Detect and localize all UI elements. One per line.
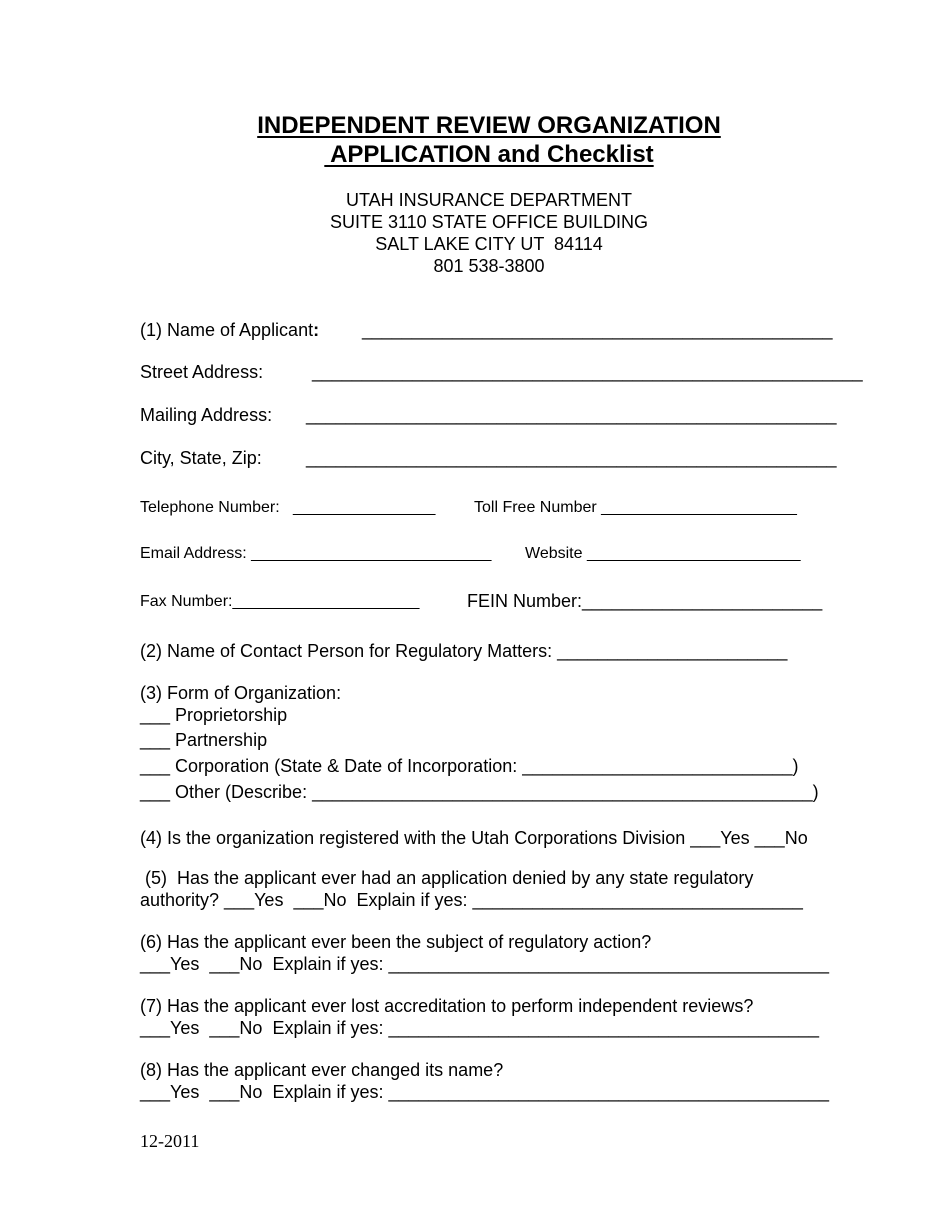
option-proprietorship[interactable]: ___ Proprietorship [140, 705, 288, 725]
fein-number-field[interactable]: FEIN Number:________________________ [467, 591, 823, 611]
mailing-address-label: Mailing Address: [140, 405, 273, 425]
question-lost-accreditation-answer[interactable]: ___Yes ___No Explain if yes: ___________________________________________ [140, 1018, 819, 1038]
question-regulatory-action-answer[interactable]: ___Yes ___No Explain if yes: ____________________________________________ [140, 954, 829, 974]
form-of-organization-label: (3) Form of Organization: [140, 683, 342, 703]
telephone-number-field[interactable]: Telephone Number: ________________ [140, 499, 436, 516]
email-address-field[interactable]: Email Address: ___________________________ [140, 545, 492, 562]
department-phone: 801 538-3800 [433, 256, 545, 276]
question-changed-name-answer[interactable]: ___Yes ___No Explain if yes: ____________________________________________ [140, 1082, 829, 1102]
street-address-label: Street Address: [140, 362, 264, 382]
form-title-line2: APPLICATION and Checklist [324, 141, 654, 168]
question-application-denied-line1: (5) Has the applicant ever had an application denied by any state regulatory [140, 868, 754, 888]
form-title-line1: INDEPENDENT REVIEW ORGANIZATION [257, 112, 721, 139]
department-suite: SUITE 3110 STATE OFFICE BUILDING [329, 212, 649, 232]
question-regulatory-action-line1: (6) Has the applicant ever been the subject of regulatory action? [140, 932, 652, 952]
city-state-zip-field[interactable]: _____________________________________________________ [306, 448, 837, 468]
website-field[interactable]: Website ________________________ [525, 545, 801, 562]
revision-date: 12-2011 [140, 1131, 200, 1151]
name-of-applicant-field[interactable]: _______________________________________________ [362, 320, 833, 340]
street-address-field[interactable]: _______________________________________________________ [312, 362, 863, 382]
option-corporation[interactable]: ___ Corporation (State & Date of Incorporation: ___________________________) [140, 756, 799, 776]
question-registered-utah[interactable]: (4) Is the organization registered with the Utah Corporations Division ___Yes ___No [140, 828, 808, 848]
question-lost-accreditation-line1: (7) Has the applicant ever lost accreditation to perform independent reviews? [140, 996, 754, 1016]
name-of-applicant-label: (1) Name of Applicant: [140, 320, 320, 340]
option-partnership[interactable]: ___ Partnership [140, 730, 268, 750]
fax-number-field[interactable]: Fax Number:_____________________ [140, 593, 420, 610]
question-changed-name-line1: (8) Has the applicant ever changed its name? [140, 1060, 504, 1080]
department-name: UTAH INSURANCE DEPARTMENT [345, 190, 633, 210]
option-other[interactable]: ___ Other (Describe: __________________________________________________) [140, 782, 819, 802]
toll-free-number-field[interactable]: Toll Free Number ______________________ [474, 499, 797, 516]
city-state-zip-label: City, State, Zip: [140, 448, 262, 468]
mailing-address-field[interactable]: _____________________________________________________ [306, 405, 837, 425]
contact-person-field[interactable]: (2) Name of Contact Person for Regulatory Matters: _______________________ [140, 641, 788, 661]
department-city: SALT LAKE CITY UT 84114 [375, 234, 603, 254]
question-application-denied-answer[interactable]: authority? ___Yes ___No Explain if yes: _________________________________ [140, 890, 803, 910]
